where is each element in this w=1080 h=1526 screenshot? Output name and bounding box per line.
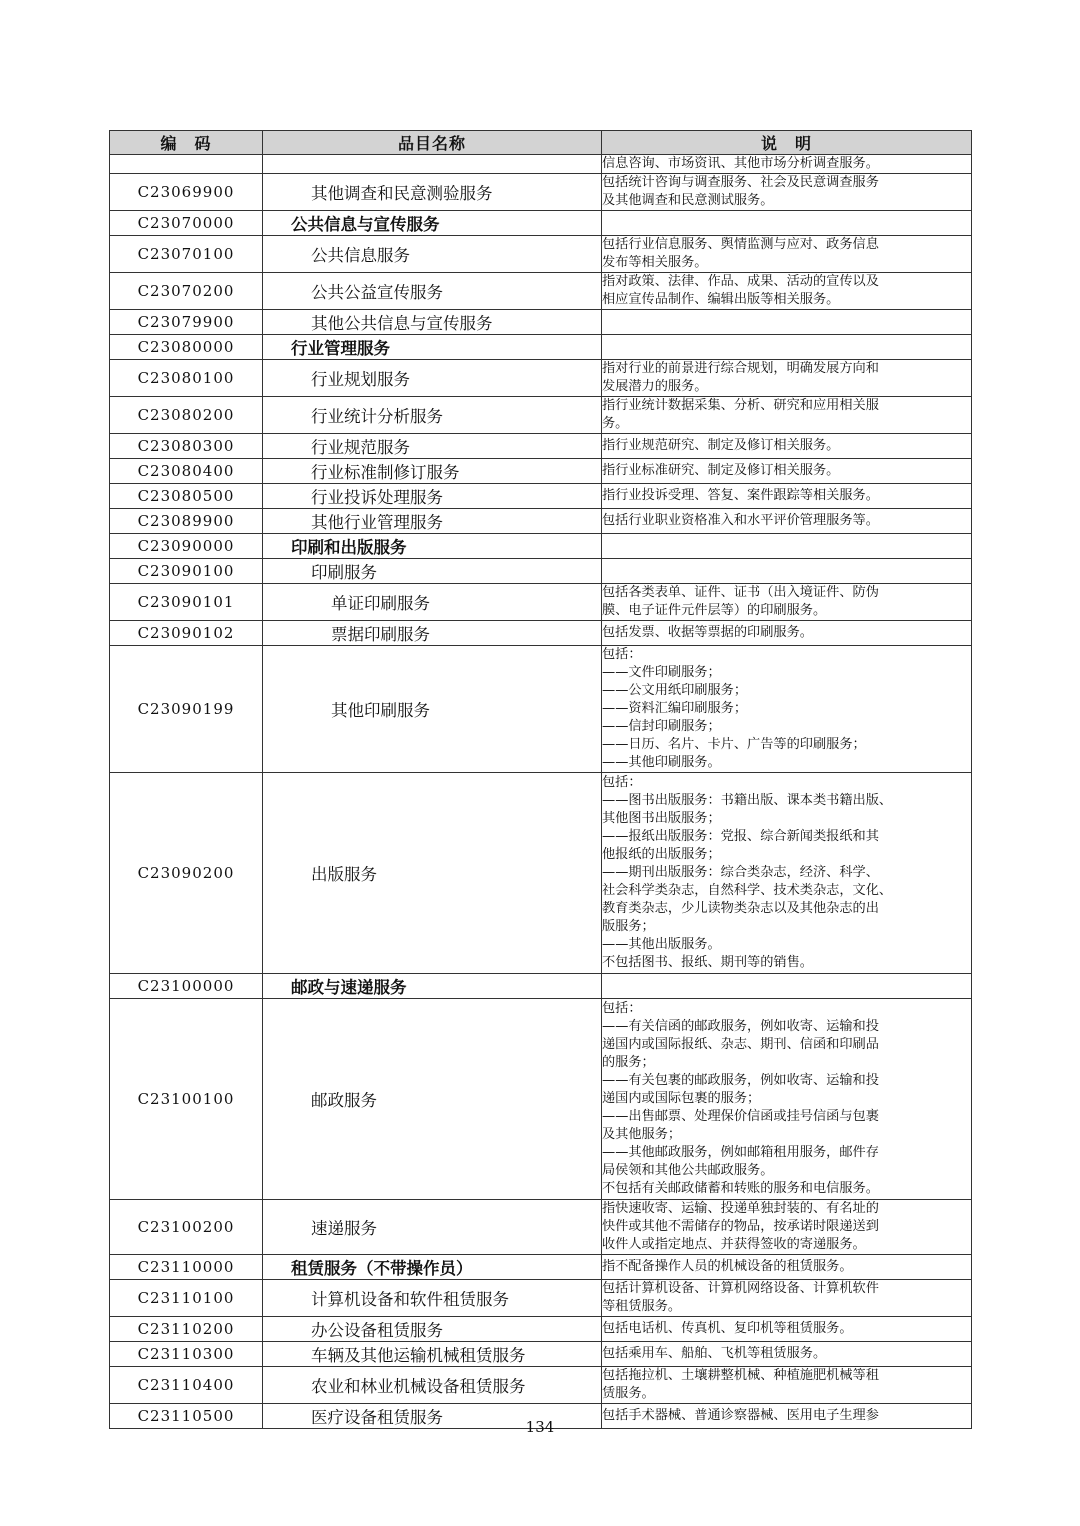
item-description [602, 459, 972, 484]
item-name: 公共信息与宣传服务 [263, 211, 602, 236]
description-line: 其他图书出版服务； [602, 811, 721, 826]
table-row [110, 999, 972, 1200]
description-line: 包括发票、收据等票据的印刷服务。 [602, 625, 813, 640]
item-name: 行业管理服务 [263, 335, 602, 360]
item-description [602, 360, 972, 397]
item-name: 出版服务 [263, 773, 602, 974]
item-description [602, 509, 972, 534]
table-row [110, 273, 972, 310]
description-line: 递国内或国际报纸、杂志、期刊、信函和印刷品 [602, 1037, 879, 1052]
item-name: 速递服务 [263, 1200, 602, 1255]
table-row [110, 459, 972, 484]
item-name: 行业投诉处理服务 [263, 484, 602, 509]
table-row [110, 211, 972, 236]
description-line: ——信封印刷服务； [602, 719, 721, 734]
item-description [602, 174, 972, 211]
item-code: C23110500 [110, 1404, 263, 1429]
description-line: 指不配备操作人员的机械设备的租赁服务。 [602, 1259, 853, 1274]
item-description [602, 335, 972, 360]
item-description [602, 773, 972, 974]
description-line: 发展潜力的服务。 [602, 379, 708, 394]
description-line: 指对政策、法律、作品、成果、活动的宣传以及 [602, 274, 879, 289]
description-line: 相应宣传品制作、编辑出版等相关服务。 [602, 292, 840, 307]
description-line: 教育类杂志，少儿读物类杂志以及其他杂志的出 [602, 901, 879, 916]
description-line: 指行业标准研究、制定及修订相关服务。 [602, 463, 840, 478]
item-code [110, 155, 263, 174]
description-line: 版服务； [602, 919, 655, 934]
item-name: 票据印刷服务 [263, 621, 602, 646]
item-description [602, 1317, 972, 1342]
table-row [110, 335, 972, 360]
item-code: C23110100 [110, 1280, 263, 1317]
table-row [110, 1255, 972, 1280]
item-code: C23090101 [110, 584, 263, 621]
table-row [110, 155, 972, 174]
description-line: ——文件印刷服务； [602, 665, 721, 680]
description-line: ——报纸出版服务：党报、综合新闻类报纸和其 [602, 829, 879, 844]
table-row [110, 310, 972, 335]
item-description [602, 155, 972, 174]
table-row [110, 1317, 972, 1342]
item-name: 办公设备租赁服务 [263, 1317, 602, 1342]
description-line: 及其他服务； [602, 1127, 682, 1142]
description-line: ——出售邮票、处理保价信函或挂号信函与包裹 [602, 1109, 879, 1124]
catalog-table [109, 130, 972, 1429]
item-code: C23069900 [110, 174, 263, 211]
item-code: C23100000 [110, 974, 263, 999]
table-row [110, 174, 972, 211]
table-row [110, 1342, 972, 1367]
description-line: 包括电话机、传真机、复印机等租赁服务。 [602, 1321, 853, 1336]
description-line: 务。 [602, 416, 629, 431]
item-code: C23080500 [110, 484, 263, 509]
item-code: C23080200 [110, 397, 263, 434]
description-line: 包括： [602, 1001, 642, 1016]
description-line: ——有关信函的邮政服务，例如收寄、运输和投 [602, 1019, 879, 1034]
item-name: 租赁服务（不带操作员） [263, 1255, 602, 1280]
item-code: C23100100 [110, 999, 263, 1200]
table-row [110, 534, 972, 559]
description-line: 不包括有关邮政储蓄和转账的服务和电信服务。 [602, 1181, 879, 1196]
item-code: C23110200 [110, 1317, 263, 1342]
item-code: C23070100 [110, 236, 263, 273]
item-description [602, 236, 972, 273]
item-code: C23080000 [110, 335, 263, 360]
description-line: 局侯领和其他公共邮政服务。 [602, 1163, 774, 1178]
item-code: C23090100 [110, 559, 263, 584]
table-row [110, 1200, 972, 1255]
description-line: 的服务； [602, 1055, 655, 1070]
item-name: 行业标准制修订服务 [263, 459, 602, 484]
description-line: 发布等相关服务。 [602, 255, 708, 270]
item-name: 其他公共信息与宣传服务 [263, 310, 602, 335]
table-row [110, 1280, 972, 1317]
item-name: 印刷和出版服务 [263, 534, 602, 559]
item-name: 单证印刷服务 [263, 584, 602, 621]
description-line: 指行业投诉受理、答复、案件跟踪等相关服务。 [602, 488, 879, 503]
description-line: 他报纸的出版服务； [602, 847, 721, 862]
description-line: 包括计算机设备、计算机网络设备、计算机软件 [602, 1281, 879, 1296]
table-row [110, 646, 972, 773]
table-row [110, 397, 972, 434]
description-line: 包括： [602, 775, 642, 790]
item-name: 其他行业管理服务 [263, 509, 602, 534]
item-description [602, 584, 972, 621]
item-code: C23090199 [110, 646, 263, 773]
header-name: 品目名称 [263, 131, 602, 155]
item-code: C23110000 [110, 1255, 263, 1280]
description-line: 指行业统计数据采集、分析、研究和应用相关服 [602, 398, 879, 413]
description-line: 社会科学类杂志，自然科学、技术类杂志，文化、 [602, 883, 893, 898]
item-name: 行业统计分析服务 [263, 397, 602, 434]
description-line: ——日历、名片、卡片、广告等的印刷服务； [602, 737, 866, 752]
description-line: 包括各类表单、证件、证书（出入境证件、防伪 [602, 585, 879, 600]
description-line: 包括行业信息服务、舆情监测与应对、政务信息 [602, 237, 879, 252]
description-line: ——公文用纸印刷服务； [602, 683, 748, 698]
item-code: C23079900 [110, 310, 263, 335]
description-line: ——其他印刷服务。 [602, 755, 721, 770]
item-description [602, 397, 972, 434]
item-code: C23110300 [110, 1342, 263, 1367]
item-name: 车辆及其他运输机械租赁服务 [263, 1342, 602, 1367]
item-code: C23089900 [110, 509, 263, 534]
description-line: 包括行业职业资格准入和水平评价管理服务等。 [602, 513, 879, 528]
table-row [110, 584, 972, 621]
description-line: ——有关包裹的邮政服务，例如收寄、运输和投 [602, 1073, 879, 1088]
item-description [602, 211, 972, 236]
item-name: 公共公益宣传服务 [263, 273, 602, 310]
item-description [602, 999, 972, 1200]
item-description [602, 434, 972, 459]
item-name: 其他印刷服务 [263, 646, 602, 773]
description-line: 包括拖拉机、土壤耕整机械、种植施肥机械等租 [602, 1368, 879, 1383]
table-row [110, 621, 972, 646]
description-line: 包括乘用车、船舶、飞机等租赁服务。 [602, 1346, 827, 1361]
item-code: C23070000 [110, 211, 263, 236]
description-line: 赁服务。 [602, 1386, 655, 1401]
description-line: 不包括图书、报纸、期刊等的销售。 [602, 955, 813, 970]
description-line: 包括统计咨询与调查服务、社会及民意调查服务 [602, 175, 879, 190]
item-code: C23080400 [110, 459, 263, 484]
item-code: C23100200 [110, 1200, 263, 1255]
item-name [263, 155, 602, 174]
item-name: 印刷服务 [263, 559, 602, 584]
item-name: 行业规划服务 [263, 360, 602, 397]
item-description [602, 273, 972, 310]
description-line: ——图书出版服务：书籍出版、课本类书籍出版、 [602, 793, 893, 808]
description-line: 指对行业的前景进行综合规划，明确发展方向和 [602, 361, 879, 376]
description-line: 包括： [602, 647, 642, 662]
item-description [602, 534, 972, 559]
table-row [110, 509, 972, 534]
item-name: 公共信息服务 [263, 236, 602, 273]
item-description [602, 1280, 972, 1317]
item-name: 邮政服务 [263, 999, 602, 1200]
item-name: 邮政与速递服务 [263, 974, 602, 999]
table-row [110, 434, 972, 459]
item-code: C23070200 [110, 273, 263, 310]
item-description [602, 484, 972, 509]
description-line: 等租赁服务。 [602, 1299, 682, 1314]
description-line: ——期刊出版服务：综合类杂志，经济、科学、 [602, 865, 879, 880]
table-header-row [110, 131, 972, 155]
item-name: 医疗设备租赁服务 [263, 1404, 602, 1429]
item-description [602, 1342, 972, 1367]
description-line: 信息咨询、市场资讯、其他市场分析调查服务。 [602, 156, 879, 171]
description-line: 快件或其他不需储存的物品，按承诺时限递送到 [602, 1219, 879, 1234]
description-line: 指行业规范研究、制定及修订相关服务。 [602, 438, 840, 453]
item-code: C23090102 [110, 621, 263, 646]
description-line: 递国内或国际包裹的服务； [602, 1091, 761, 1106]
table-row [110, 236, 972, 273]
table-row [110, 773, 972, 974]
item-name: 计算机设备和软件租赁服务 [263, 1280, 602, 1317]
table-row [110, 1367, 972, 1404]
description-line: 包括手术器械、普通诊察器械、医用电子生理参 [602, 1408, 879, 1423]
item-description [602, 974, 972, 999]
item-name: 农业和林业机械设备租赁服务 [263, 1367, 602, 1404]
item-code: C23080300 [110, 434, 263, 459]
item-description [602, 1367, 972, 1404]
description-line: 收件人或指定地点、并获得签收的寄递服务。 [602, 1237, 866, 1252]
description-line: ——其他邮政服务，例如邮箱租用服务，邮件存 [602, 1145, 879, 1160]
item-name: 行业规范服务 [263, 434, 602, 459]
description-line: 膜、电子证件元件层等）的印刷服务。 [602, 603, 827, 618]
item-code: C23110400 [110, 1367, 263, 1404]
header-code: 编 码 [110, 131, 263, 155]
description-line: 指快速收寄、运输、投递单独封装的、有名址的 [602, 1201, 879, 1216]
table-body [110, 155, 972, 1429]
item-description [602, 1255, 972, 1280]
header-desc: 说 明 [602, 131, 972, 155]
item-description [602, 621, 972, 646]
description-line: 及其他调查和民意测试服务。 [602, 193, 774, 208]
table-row [110, 360, 972, 397]
item-code: C23090000 [110, 534, 263, 559]
description-line: ——资料汇编印刷服务； [602, 701, 748, 716]
table-row [110, 484, 972, 509]
item-code: C23090200 [110, 773, 263, 974]
description-line: ——其他出版服务。 [602, 937, 721, 952]
item-description [602, 559, 972, 584]
table-row [110, 974, 972, 999]
item-description [602, 646, 972, 773]
item-code: C23080100 [110, 360, 263, 397]
page-number: 134 [525, 1418, 555, 1436]
item-description [602, 1200, 972, 1255]
item-name: 其他调查和民意测验服务 [263, 174, 602, 211]
table-row [110, 559, 972, 584]
item-description [602, 310, 972, 335]
